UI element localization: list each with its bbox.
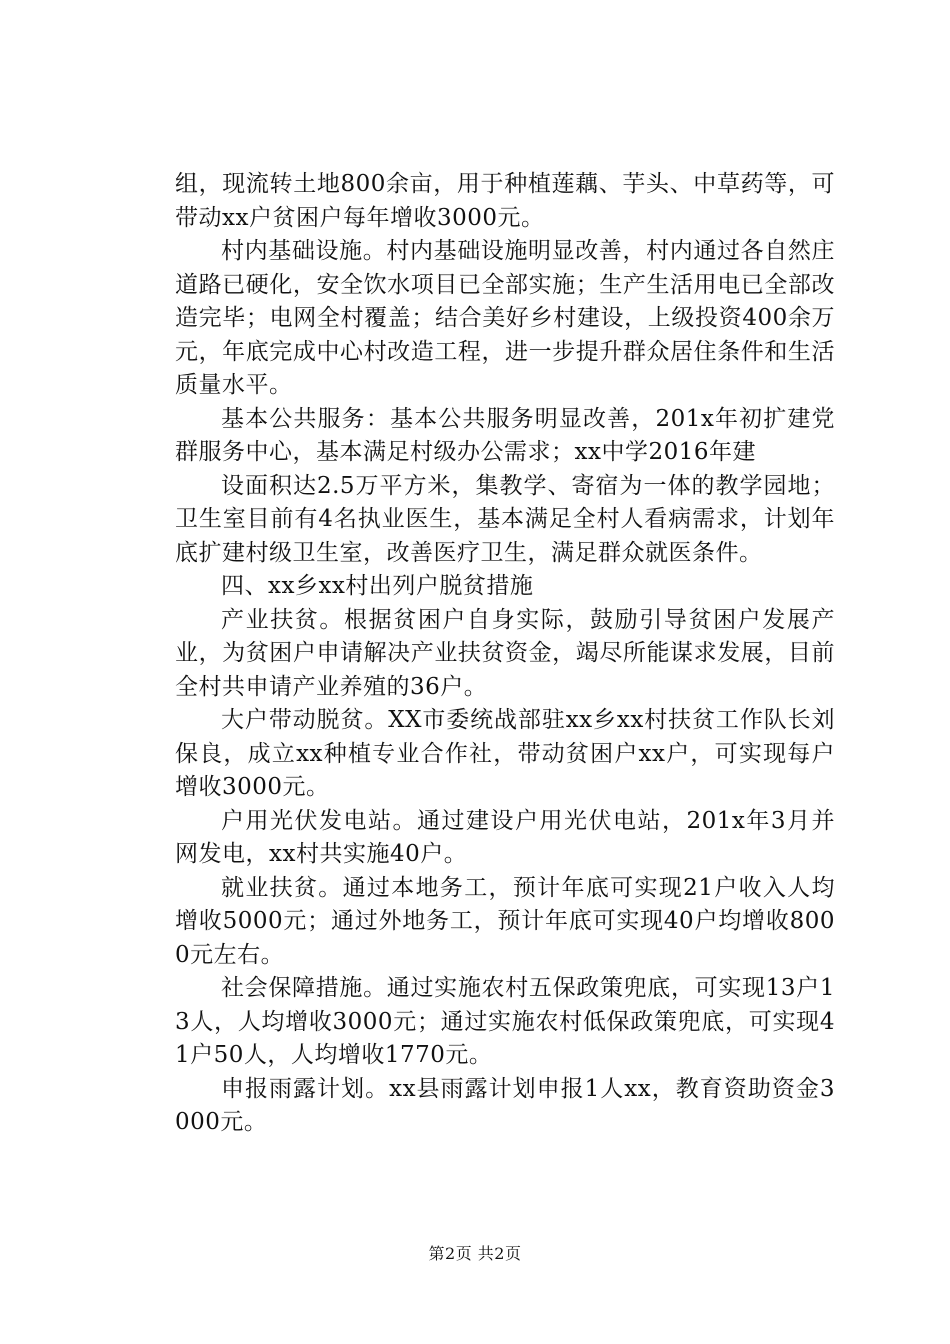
paragraph-2: 村内基础设施。村内基础设施明显改善，村内通过各自然庄道路已硬化，安全饮水项目已全部实施；生产生活用电已全部改造完毕；电网全村覆盖；结合美好乡村建设，上级投资400余万元，年底完成中心村改造工程，进一步提升群众居住条件和生活质量水平。 <box>175 238 835 398</box>
document-body <box>175 168 835 1140</box>
paragraph-6: 产业扶贫。根据贫困户自身实际，鼓励引导贫困户发展产业，为贫困户申请解决产业扶贫资金，竭尽所能谋求发展，目前全村共申请产业养殖的36户。 <box>175 606 835 700</box>
paragraph-11: 申报雨露计划。xx县雨露计划申报1人xx，教育资助资金3000元。 <box>175 1075 835 1135</box>
paragraph-1: 组，现流转土地800余亩，用于种植莲藕、芋头、中草药等，可带动xx户贫困户每年增收3000元。 <box>175 171 835 231</box>
paragraph-9: 就业扶贫。通过本地务工，预计年底可实现21户收入人均增收5000元；通过外地务工，预计年底可实现40户均增收8000元左右。 <box>175 874 835 968</box>
paragraph-10: 社会保障措施。通过实施农村五保政策兜底，可实现13户13人，人均增收3000元；通过实施农村低保政策兜底，可实现41户50人，人均增收1770元。 <box>175 975 835 1068</box>
paragraph-8: 户用光伏发电站。通过建设户用光伏电站，201x年3月并网发电，xx村共实施40户。 <box>175 807 835 867</box>
section-heading: 四、xx乡xx村出列户脱贫措施 <box>221 573 534 599</box>
paragraph-4: 设面积达2.5万平方米，集教学、寄宿为一体的教学园地；卫生室目前有4名执业医生，基本满足全村人看病需求，计划年底扩建村级卫生室，改善医疗卫生，满足群众就医条件。 <box>175 472 835 566</box>
page-footer: 第2页 共2页 <box>428 1244 522 1263</box>
paragraph-7: 大户带动脱贫。XX市委统战部驻xx乡xx村扶贫工作队长刘保良，成立xx种植专业合作社，带动贫困户xx户，可实现每户增收3000元。 <box>175 707 835 800</box>
paragraph-3: 基本公共服务：基本公共服务明显改善，201x年初扩建党群服务中心，基本满足村级办公需求；xx中学2016年建 <box>175 405 835 465</box>
